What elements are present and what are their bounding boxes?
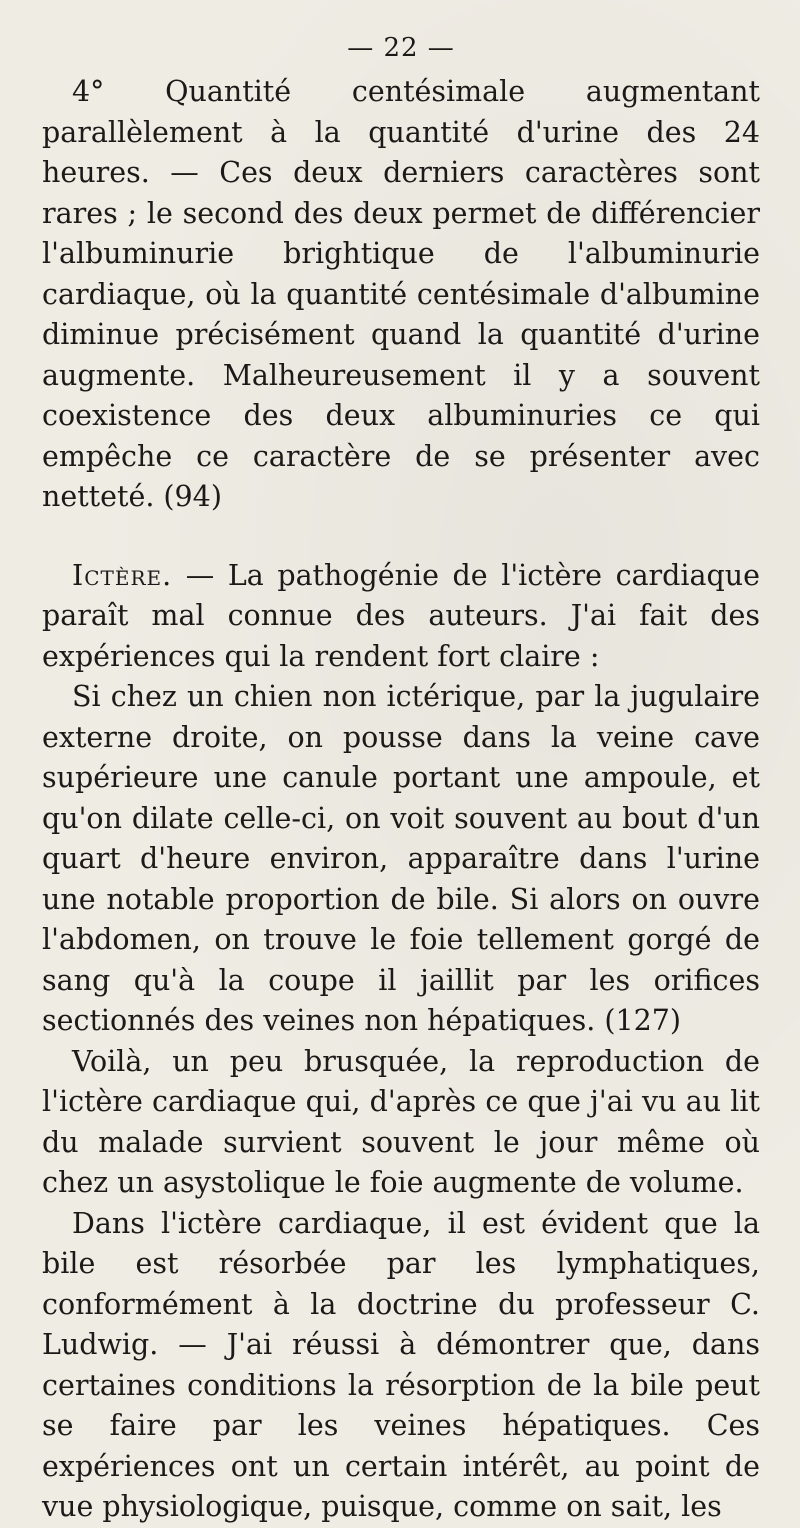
paragraph-reproduction: Voilà, un peu brusquée, la reproduction de l'ictère cardiaque qui, d'après ce que j'ai vu au lit du malade survient souvent le jour même où chez un asystolique le foie augmente de volume. — [42, 1044, 760, 1199]
page-number: — 22 — — [347, 33, 455, 63]
paragraph-ictere-intro — [42, 556, 760, 678]
paragraph-experiment: Si chez un chien non ictérique, par la jugulaire externe droite, on pousse dans la veine cave supérieure une canule portant une ampoule, et qu'on dilate celle-ci, on voit souvent au bout d'un quart d'heure environ, apparaître dans l'urine une notable proportion de bile. Si alors on ouvre l'abdomen, on trouve le foie tellement gorgé de sang qu'à la coupe il jaillit par les orifices sectionnés des veines non hépatiques. (127) — [42, 680, 760, 1037]
paragraph-resorption: Dans l'ictère cardiaque, il est évident que la bile est résorbée par les lymphatiques, conformément à la doctrine du professeur C. Ludwig. — J'ai réussi à démontrer que, dans certaines conditions la résorption de la bile peut se faire par les veines hépatiques. Ces expériences ont un certain intérêt, au point de vue physiologique, puisque, comme on sait, les — [42, 1206, 760, 1523]
paragraph-albuminuria: 4° Quantité centésimale augmentant parallèlement à la quantité d'urine des 24 heures. — Ces deux derniers caractères sont rares ; le second des deux permet de différencier l'albuminurie brightique de l'albuminurie cardiaque, où la quantité centésimale d'albumine diminue précisément quand la quantité d'urine augmente. Malheureusement il y a souvent coexistence des deux albuminuries ce qui empêche ce caractère de se présenter avec netteté. (94) — [42, 75, 760, 513]
section-gap — [42, 518, 760, 556]
paragraph-ictere-text: — La pathogénie de l'ictère cardiaque paraît mal connue des auteurs. J'ai fait des expériences qui la rendent fort claire : — [42, 558, 760, 673]
section-heading-ictere: Ictère. — [72, 558, 173, 592]
